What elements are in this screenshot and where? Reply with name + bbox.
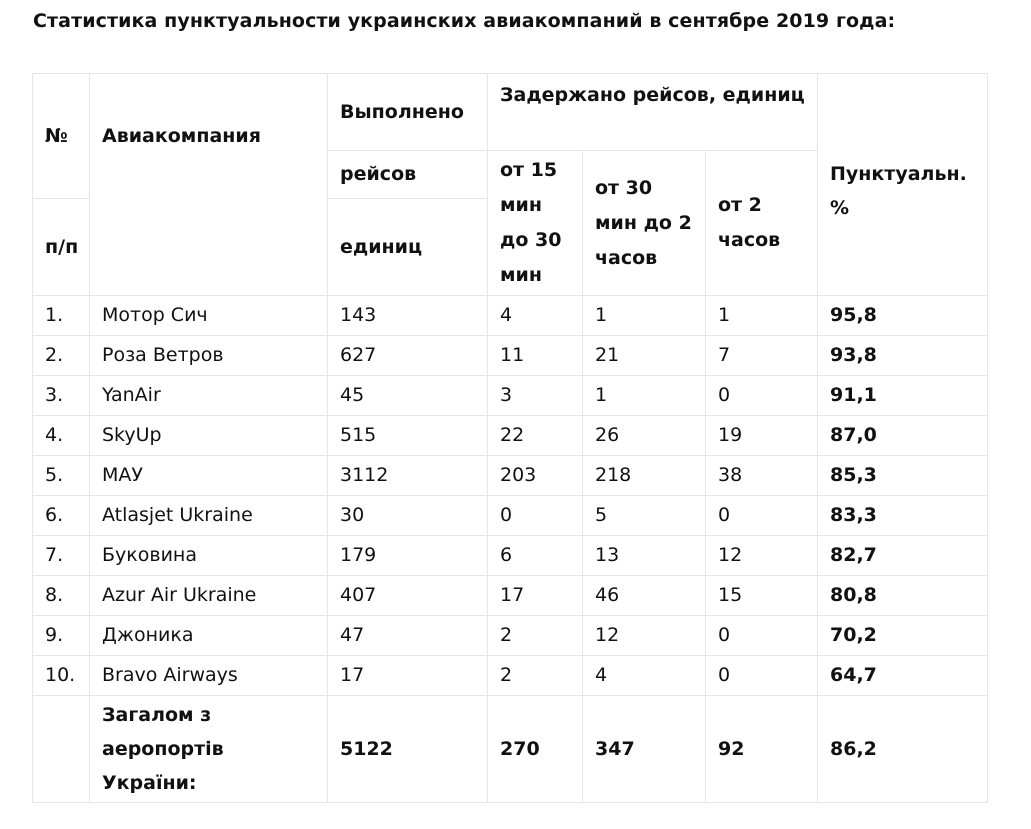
cell-airline: Azur Air Ukraine — [90, 576, 328, 616]
table-row — [33, 336, 988, 376]
cell-done: 17 — [328, 656, 488, 696]
cell-number: 3. — [33, 376, 90, 416]
total-delay-2h: 92 — [706, 696, 818, 803]
cell-punctuality: 95,8 — [818, 296, 988, 336]
cell-airline: Atlasjet Ukraine — [90, 496, 328, 536]
cell-airline: Буковина — [90, 536, 328, 576]
cell-punctuality: 70,2 — [818, 616, 988, 656]
header-airline: Авиакомпания — [90, 74, 328, 296]
cell-delay-2h: 0 — [706, 656, 818, 696]
table-row — [33, 576, 988, 616]
table-row — [33, 616, 988, 656]
cell-delay-30-2h: 12 — [583, 616, 706, 656]
cell-delay-30-2h: 4 — [583, 656, 706, 696]
cell-delay-30-2h: 1 — [583, 296, 706, 336]
cell-done: 407 — [328, 576, 488, 616]
cell-punctuality: 91,1 — [818, 376, 988, 416]
cell-delay-2h: 0 — [706, 496, 818, 536]
cell-delay-2h: 1 — [706, 296, 818, 336]
cell-number: 1. — [33, 296, 90, 336]
header-number-pp: п/п — [33, 198, 90, 295]
table-row — [33, 536, 988, 576]
cell-punctuality: 85,3 — [818, 456, 988, 496]
cell-done: 47 — [328, 616, 488, 656]
cell-number: 4. — [33, 416, 90, 456]
cell-done: 627 — [328, 336, 488, 376]
total-done: 5122 — [328, 696, 488, 803]
cell-delay-2h: 38 — [706, 456, 818, 496]
table-row — [33, 656, 988, 696]
cell-delay-15-30: 17 — [488, 576, 583, 616]
cell-delay-2h: 15 — [706, 576, 818, 616]
cell-delay-15-30: 6 — [488, 536, 583, 576]
cell-airline: Bravo Airways — [90, 656, 328, 696]
cell-done: 515 — [328, 416, 488, 456]
cell-delay-2h: 7 — [706, 336, 818, 376]
cell-number: 7. — [33, 536, 90, 576]
cell-punctuality: 80,8 — [818, 576, 988, 616]
header-delay-15-30: от 15 мин до 30 мин — [488, 151, 583, 296]
cell-delay-2h: 19 — [706, 416, 818, 456]
cell-number: 5. — [33, 456, 90, 496]
header-done-units: единиц — [328, 198, 488, 295]
total-delay-30-2h: 347 — [583, 696, 706, 803]
page-title: Статистика пунктуальности украинских авиакомпаний в сентябре 2019 года: — [33, 10, 896, 32]
cell-delay-30-2h: 218 — [583, 456, 706, 496]
table-row — [33, 416, 988, 456]
cell-number: 9. — [33, 616, 90, 656]
header-punctuality: Пунктуальн. % — [818, 74, 988, 296]
cell-number: 6. — [33, 496, 90, 536]
table-row — [33, 496, 988, 536]
total-delay-15-30: 270 — [488, 696, 583, 803]
table-row — [33, 456, 988, 496]
cell-delay-15-30: 3 — [488, 376, 583, 416]
total-punctuality: 86,2 — [818, 696, 988, 803]
cell-airline: МАУ — [90, 456, 328, 496]
cell-delay-15-30: 2 — [488, 616, 583, 656]
cell-punctuality: 93,8 — [818, 336, 988, 376]
cell-delay-2h: 0 — [706, 376, 818, 416]
cell-airline: SkyUp — [90, 416, 328, 456]
header-number: № — [33, 74, 90, 199]
header-done: Выполнено — [328, 74, 488, 151]
cell-done: 143 — [328, 296, 488, 336]
cell-number — [33, 696, 90, 803]
header-done-flights: рейсов — [328, 151, 488, 199]
cell-delay-15-30: 22 — [488, 416, 583, 456]
cell-delay-15-30: 4 — [488, 296, 583, 336]
header-delay-2h: от 2 часов — [706, 151, 818, 296]
table-row — [33, 376, 988, 416]
cell-done: 30 — [328, 496, 488, 536]
cell-done: 3112 — [328, 456, 488, 496]
cell-punctuality: 87,0 — [818, 416, 988, 456]
cell-delay-30-2h: 13 — [583, 536, 706, 576]
cell-number: 8. — [33, 576, 90, 616]
cell-delay-15-30: 2 — [488, 656, 583, 696]
cell-delay-15-30: 203 — [488, 456, 583, 496]
total-row — [33, 696, 988, 803]
total-label: Загалом з аеропортів України: — [90, 696, 328, 803]
cell-delay-15-30: 11 — [488, 336, 583, 376]
cell-airline: Мотор Сич — [90, 296, 328, 336]
cell-delay-2h: 0 — [706, 616, 818, 656]
header-delayed: Задержано рейсов, единиц — [488, 74, 818, 151]
cell-delay-15-30: 0 — [488, 496, 583, 536]
cell-number: 10. — [33, 656, 90, 696]
punctuality-table — [32, 73, 988, 803]
header-row — [33, 74, 988, 151]
cell-done: 45 — [328, 376, 488, 416]
cell-delay-2h: 12 — [706, 536, 818, 576]
cell-number: 2. — [33, 336, 90, 376]
cell-punctuality: 82,7 — [818, 536, 988, 576]
header-delay-30-2h: от 30 мин до 2 часов — [583, 151, 706, 296]
cell-done: 179 — [328, 536, 488, 576]
cell-delay-30-2h: 21 — [583, 336, 706, 376]
cell-delay-30-2h: 46 — [583, 576, 706, 616]
cell-airline: YanAir — [90, 376, 328, 416]
cell-punctuality: 83,3 — [818, 496, 988, 536]
cell-delay-30-2h: 1 — [583, 376, 706, 416]
cell-airline: Роза Ветров — [90, 336, 328, 376]
cell-airline: Джоника — [90, 616, 328, 656]
cell-delay-30-2h: 26 — [583, 416, 706, 456]
table-row — [33, 296, 988, 336]
cell-punctuality: 64,7 — [818, 656, 988, 696]
cell-delay-30-2h: 5 — [583, 496, 706, 536]
